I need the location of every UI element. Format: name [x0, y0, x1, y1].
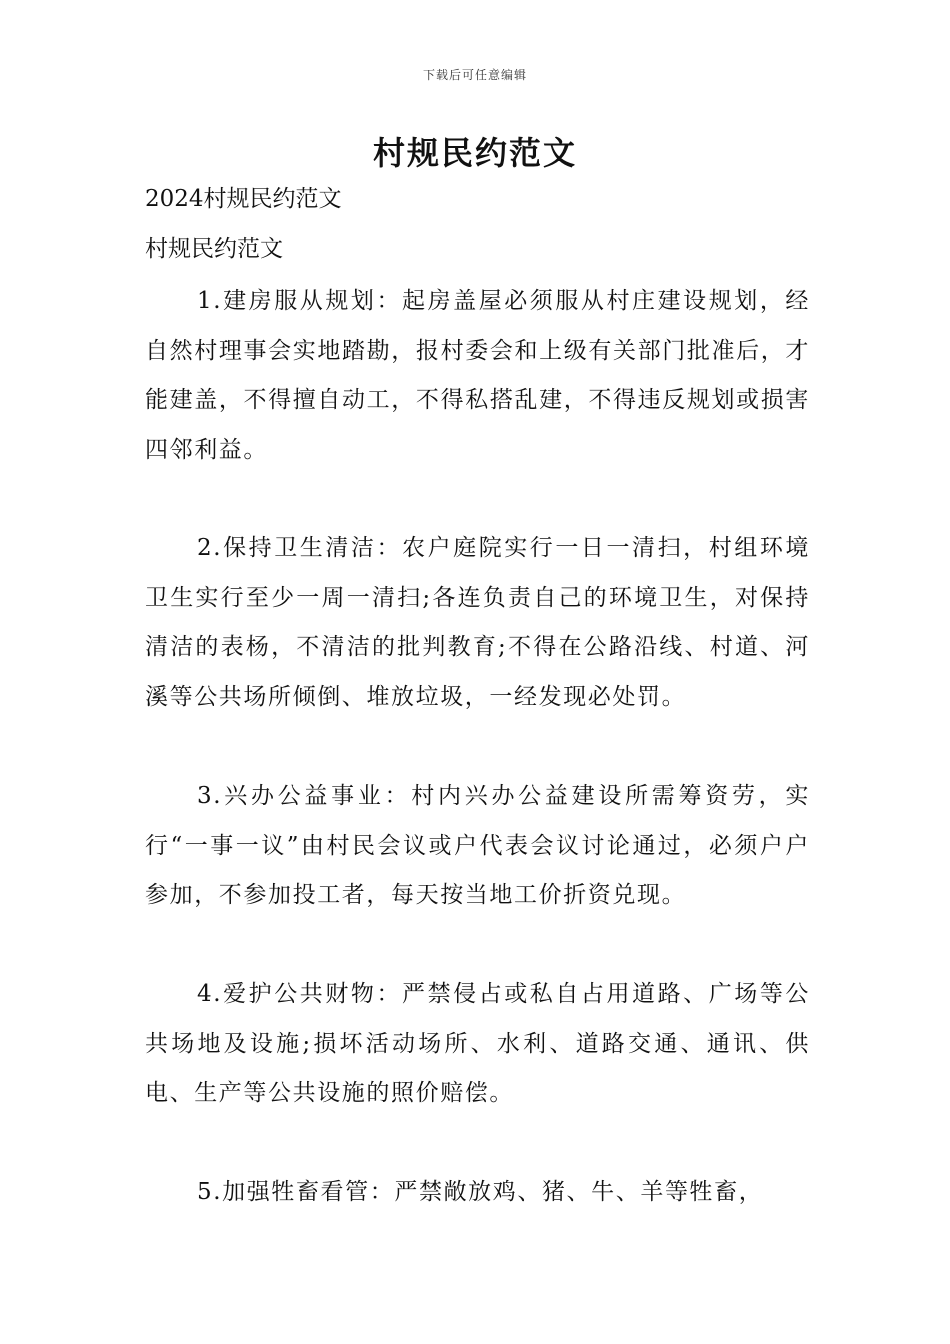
header-note: 下载后可任意编辑 — [422, 68, 527, 82]
paragraph-building-planning: 1.建房服从规划：起房盖屋必须服从村庄建设规划，经自然村理事会实地踏勘，报村委会和上级有关部门批准后，才能建盖，不得擅自动工，不得私搭乱建，不得违反规划或损害四邻利益。 — [145, 288, 810, 463]
subheading-year: 2024村规民约范文 — [145, 186, 342, 212]
paragraph-sanitation: 2.保持卫生清洁：农户庭院实行一日一清扫，村组环境卫生实行至少一周一清扫;各连负责自己的环境卫生，对保持清洁的表杨，不清洁的批判教育;不得在公路沿线、村道、河溪等公共场所倾倒、堆放垃圾，一经发现必处罚。 — [145, 535, 810, 710]
paragraph-livestock: 5.加强牲畜看管：严禁敞放鸡、猪、牛、羊等牲畜， — [197, 1179, 764, 1205]
paragraph-public-property: 4.爱护公共财物：严禁侵占或私自占用道路、广场等公共场地及设施;损坏活动场所、水利、道路交通、通讯、供电、生产等公共设施的照价赔偿。 — [145, 981, 810, 1106]
document-title: 村规民约范文 — [372, 134, 577, 172]
subheading: 村规民约范文 — [145, 236, 283, 262]
paragraph-public-welfare: 3.兴办公益事业：村内兴办公益建设所需筹资劳，实行“一事一议”由村民会议或户代表会议讨论通过，必须户户参加，不参加投工者，每天按当地工价折资兑现。 — [145, 783, 810, 908]
